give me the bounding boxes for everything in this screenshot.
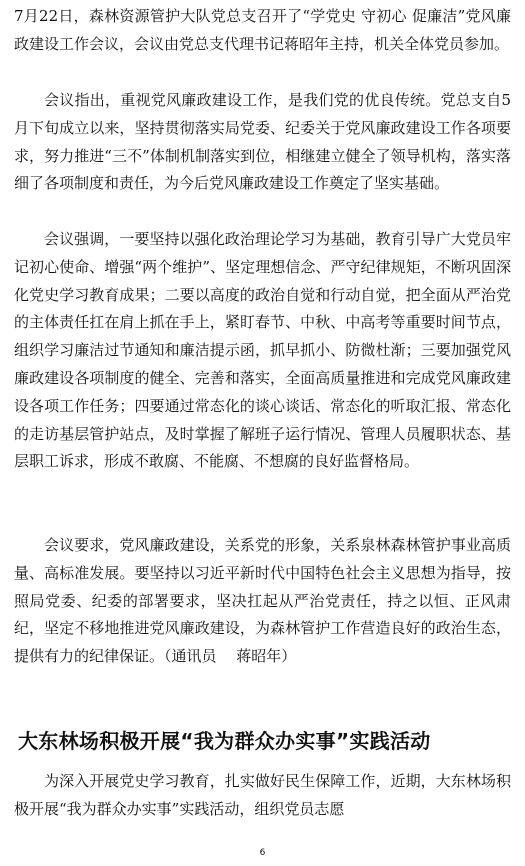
page-number: 6 bbox=[259, 848, 266, 858]
next-article-paragraph-1: 为深入开展党史学习教育，扎实做好民生保障工作，近期，大东林场积极开展“我为群众办实事”实践活动，组织党员志愿 bbox=[14, 772, 511, 818]
article-paragraph-1: 7月22日，森林资源管护大队党总支召开了“学党史 守初心 促廉洁”党风廉政建设工作会议，会议由党总支代理书记蒋昭年主持，机关全体党员参加。 bbox=[14, 7, 511, 53]
article-paragraph-2: 会议指出，重视党风廉政建设工作，是我们党的优良传统。党总支自5月下旬成立以来，坚持贯彻落实局党委、纪委关于党风廉政建设工作各项要求，努力推进“三不”体制机制落实到位，相继建立健全了领导机构，落实落细了各项制度和责任，为今后党风廉政建设工作奠定了坚实基础。 bbox=[14, 91, 511, 193]
article-paragraph-4: 会议要求，党风廉政建设，关系党的形象，关系泉林森林管护事业高质量、高标准发展。要坚持以习近平新时代中国特色社会主义思想为指导，按照局党委、纪委的部署要求，坚决扛起从严治党责任，持之以恒、正风肃纪，坚定不移地推进党风廉政建设，为森林管护工作营造良好的政治生态，提供有力的纪律保证。（通讯员 蒋昭年） bbox=[14, 536, 511, 666]
next-article-title: 大东林场积极开展“我为群众办实事”实践活动 bbox=[18, 729, 431, 753]
article-paragraph-3: 会议强调，一要坚持以强化政治理论学习为基础，教育引导广大党员牢记初心使命、增强“两个维护”、坚定理想信念、严守纪律规矩，不断巩固深化党史学习教育成果；二要以高度的政治自觉和行动自觉，把全面从严治党的主体责任扛在肩上抓在手上，紧盯春节、中秋、中高考等重要时间节点，组织学习廉洁过节通知和廉洁提示函，抓早抓小、防微杜渐；三要加强党风廉政建设各项制度的健全、完善和落实，全面高质量推进和完成党风廉政建设各项工作任务；四要通过常态化的谈心谈话、常态化的听取汇报、常态化的走访基层管护站点，及时掌握了解班子运行情况、管理人员履职状态、基层职工诉求，形成不敢腐、不能腐、不想腐的良好监督格局。 bbox=[14, 230, 511, 471]
